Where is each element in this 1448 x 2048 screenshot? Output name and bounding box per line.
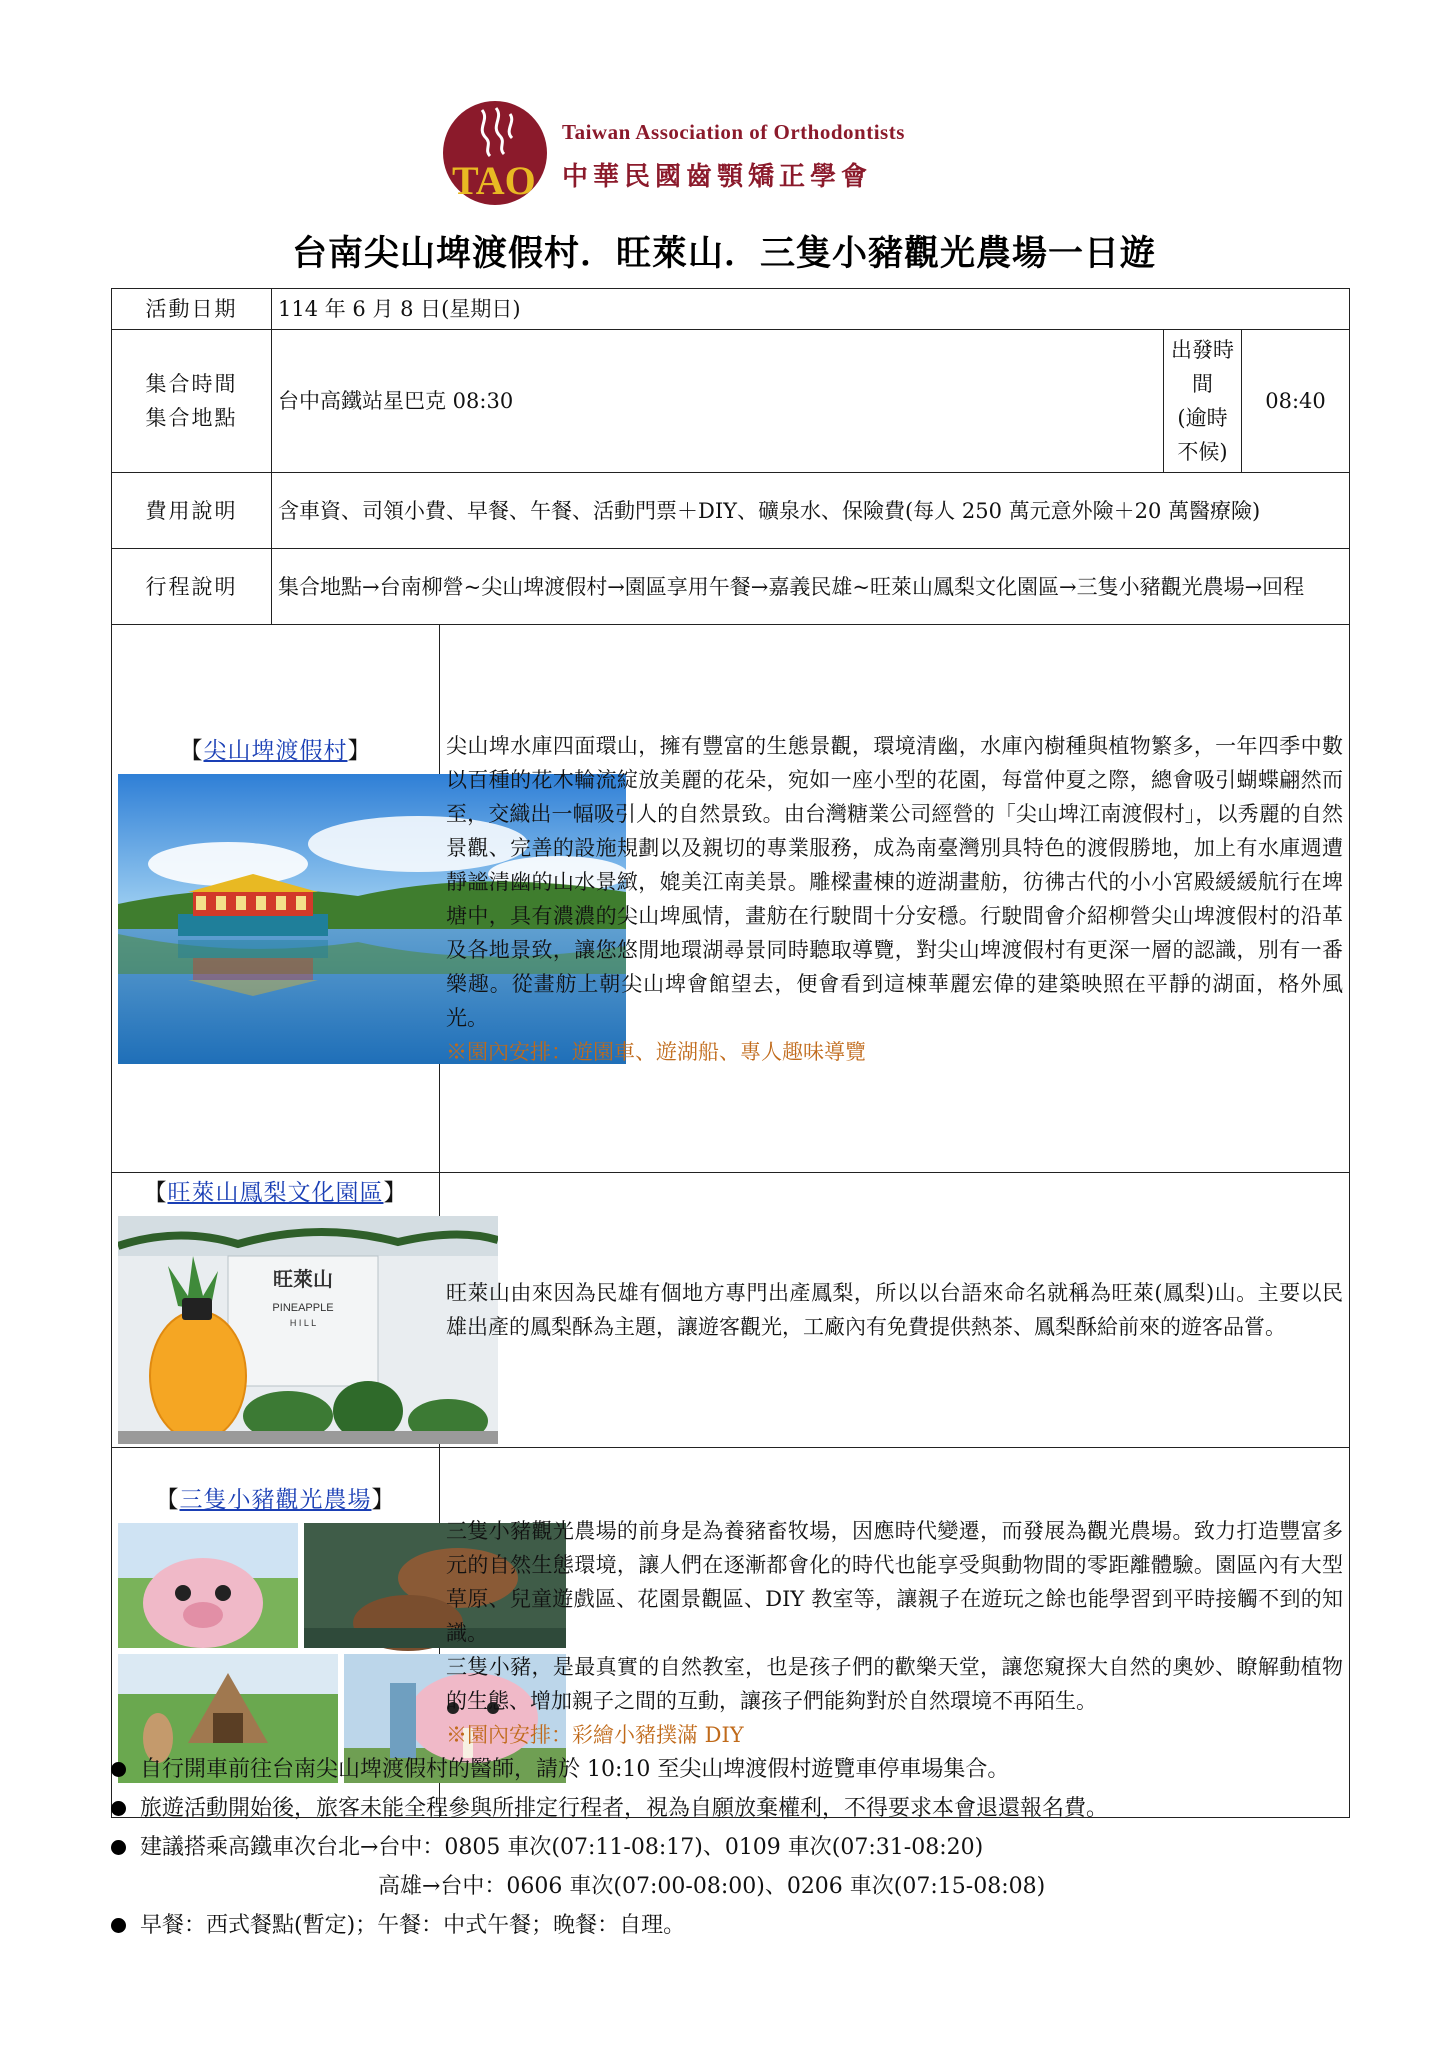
logo-letters: TAO (452, 158, 536, 203)
bullet-icon (111, 1762, 126, 1777)
attraction-picture-cell (112, 625, 440, 1173)
note-item (108, 1789, 1408, 1828)
meet-place-label: 集合地點 (145, 406, 238, 430)
sign-en-2: H I L L (289, 1318, 317, 1328)
date-value: 114 年 6 月 8 日(星期日) (272, 289, 1350, 330)
attraction-row-pineapple-hill (112, 1173, 1350, 1448)
note-item-continued (108, 1867, 1408, 1906)
pineapple-hill-description: 旺萊山由來因為民雄有個地方專門出產鳳梨，所以以台語來命名就稱為旺萊(鳳梨)山。主要以民雄出產的鳳梨酥為主題，讓遊客觀光，工廠內有免費提供熱茶、鳳梨酥給前來的遊客品嘗。 (446, 1281, 1344, 1339)
meeting-row (112, 330, 1350, 473)
itinerary-label: 行程說明 (112, 549, 272, 625)
jianshanpi-note: ※園內安排：遊園車、遊湖船、專人趣味導覽 (446, 1039, 866, 1064)
note-text: 自行開車前往台南尖山埤渡假村的醫師，請於 10:10 至尖山埤渡假村遊覽車停車場集合。 (140, 1757, 1010, 1782)
jianshanpi-link[interactable]: 尖山埤渡假村 (203, 737, 348, 764)
note-text: 旅遊活動開始後，旅客未能全程參與所排定行程者，視為自願放棄權利，不得要求本會退還報名費。 (140, 1796, 1109, 1821)
header (440, 98, 1040, 208)
three-pigs-note: ※園內安排：彩繪小豬撲滿 DIY (446, 1722, 744, 1747)
depart-label: 出發時間 (1171, 338, 1234, 396)
three-pigs-link[interactable]: 三隻小豬觀光農場 (179, 1486, 372, 1513)
depart-value: 08:40 (1242, 330, 1350, 473)
tao-logo (440, 98, 550, 208)
bullet-icon (111, 1918, 126, 1933)
note-item (108, 1750, 1408, 1789)
fee-value: 含車資、司領小費、早餐、午餐、活動門票＋DIY、礦泉水、保險費(每人 250 萬元意外險＋20 萬醫療險) (272, 473, 1350, 549)
note-text: 建議搭乘高鐵車次台北→台中：0805 車次(07:11-08:17)、0109 車次(07:31-08:20) (140, 1835, 984, 1860)
date-row (112, 289, 1350, 330)
sign-en-1: PINEAPPLE (272, 1302, 334, 1314)
date-label: 活動日期 (112, 289, 272, 330)
notes-list (108, 1750, 1408, 1945)
itinerary-row (112, 549, 1350, 625)
depart-note: (逾時不候) (1177, 406, 1228, 464)
attraction-caption: 【旺萊山鳳梨文化園區】 (143, 1180, 408, 1206)
note-text: 早餐：西式餐點(暫定)；午餐：中式午餐；晚餐：自理。 (140, 1913, 686, 1938)
jianshanpi-description: 尖山埤水庫四面環山，擁有豐富的生態景觀，環境清幽，水庫內樹種與植物繁多，一年四季中數以百種的花木輪流綻放美麗的花朵，宛如一座小型的花園，每當仲夏之際，總會吸引蝴蝶翩然而至，交織出一幅吸引人的自然景致。由台灣糖業公司經營的「尖山埤江南渡假村」，以秀麗的自然景觀、完善的設施規劃以及親切的專業服務，成為南臺灣別具特色的渡假勝地，加上有水庫週遭靜謐清幽的山水景緻，媲美江南美景。雕樑畫棟的遊湖畫舫，彷彿古代的小小宮殿緩緩航行在埤塘中，具有濃濃的尖山埤風情，畫舫在行駛間十分安穩。行駛間會介紹柳營尖山埤渡假村的沿革及各地景致，讓您悠閒地環湖尋景同時聽取導覽，對尖山埤渡假村有更深一層的認識，別有一番樂趣。從畫舫上朝尖山埤會館望去，便會看到這棟華麗宏偉的建築映照在平靜的湖面，格外風光。 (446, 733, 1344, 1030)
meet-time-label: 集合時間 (145, 372, 238, 396)
page-title: 台南尖山埤渡假村．旺萊山．三隻小豬觀光農場一日遊 (291, 234, 1156, 274)
bullet-icon (111, 1801, 126, 1816)
note-item (108, 1906, 1408, 1945)
itinerary-table (111, 288, 1350, 1818)
attraction-picture-cell (112, 1173, 440, 1448)
attraction-description-cell (440, 625, 1350, 1173)
note-text: 高雄→台中：0606 車次(07:00-08:00)、0206 車次(07:15-08:08) (378, 1874, 1046, 1899)
attraction-caption: 【尖山埤渡假村】 (179, 737, 372, 764)
fee-row (112, 473, 1350, 549)
attraction-row-jianshanpi (112, 625, 1350, 1173)
three-pigs-description-2: 三隻小豬，是最真實的自然教室，也是孩子們的歡樂天堂，讓您窺探大自然的奧妙、瞭解動植物的生態、增加親子之間的互動，讓孩子們能夠對於自然環境不再陌生。 (446, 1654, 1344, 1713)
meeting-value: 台中高鐵站星巴克 08:30 (272, 330, 1164, 473)
pineapple-hill-link[interactable]: 旺萊山鳳梨文化園區 (167, 1180, 384, 1206)
attraction-caption: 【三隻小豬觀光農場】 (155, 1486, 396, 1513)
bullet-icon (111, 1840, 126, 1855)
org-name-zh: 中華民國齒顎矯正學會 (562, 162, 873, 192)
meeting-label (112, 330, 272, 473)
three-pigs-description: 三隻小豬觀光農場的前身是為養豬畜牧場，因應時代變遷，而發展為觀光農場。致力打造豐富多元的自然生態環境，讓人們在逐漸都會化的時代也能享受與動物間的零距離體驗。園區內有大型草原、兒童遊戲區、花園景觀區、DIY 教室等，讓親子在遊玩之餘也能學習到平時接觸不到的知識。 (446, 1518, 1344, 1645)
sign-zh: 旺萊山 (273, 1267, 333, 1291)
attraction-description-cell (440, 1173, 1350, 1448)
depart-label-cell (1164, 330, 1242, 473)
note-item (108, 1828, 1408, 1867)
fee-label: 費用說明 (112, 473, 272, 549)
org-name-en: Taiwan Association of Orthodontists (562, 120, 905, 144)
itinerary-value: 集合地點→台南柳營~尖山埤渡假村→園區享用午餐→嘉義民雄~旺萊山鳳梨文化園區→三隻小豬觀光農場→回程 (272, 549, 1350, 625)
pineapple-hill-photo (118, 1216, 498, 1444)
